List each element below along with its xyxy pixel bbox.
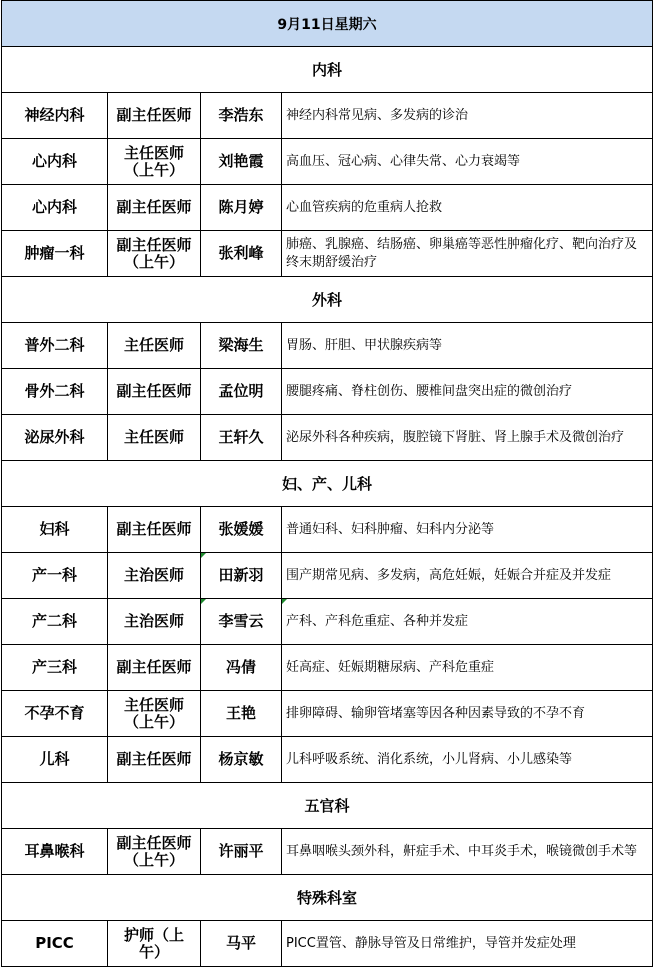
department-cell: 泌尿外科 <box>2 415 108 461</box>
doctor-name: 杨京敏 <box>218 750 264 768</box>
department-cell: 肿瘤一科 <box>2 231 108 277</box>
rank-title: 主任医师 <box>123 336 184 354</box>
rank-cell <box>108 829 201 875</box>
doctor-name: 李浩东 <box>218 106 264 124</box>
schedule-title: 9月11日星期六 <box>2 1 653 47</box>
department-cell: 产一科 <box>2 553 108 599</box>
rank-title: 副主任医师 <box>116 750 192 768</box>
section-header-row <box>2 47 653 93</box>
doctor-name-cell <box>201 93 282 139</box>
table-row <box>2 737 653 783</box>
rank-cell <box>108 185 201 231</box>
rank-session-note: （上午） <box>123 160 184 179</box>
section-title: 妇、产、儿科 <box>2 461 653 507</box>
doctor-name: 许丽平 <box>218 842 264 860</box>
specialty-text: 围产期常见病、多发病，高危妊娠，妊娠合并症及并发症 <box>286 567 612 583</box>
schedule-body <box>2 1 653 967</box>
rank-title: 副主任医师 <box>116 235 192 254</box>
table-row <box>2 599 653 645</box>
specialty-cell <box>282 599 653 645</box>
rank-title: 护师（上 <box>123 925 184 944</box>
specialty-text: 泌尿外科各种疾病，腹腔镜下肾脏、肾上腺手术及微创治疗 <box>286 429 625 445</box>
comment-marker-icon <box>201 599 206 604</box>
specialty-text: 肺癌、乳腺癌、结肠癌、卵巢癌等恶性肿瘤化疗、靶向治疗及终末期舒缓治疗 <box>286 236 638 270</box>
rank-title: 副主任医师 <box>116 198 192 216</box>
rank-title: 主任医师 <box>123 143 184 162</box>
rank-cell <box>108 231 201 277</box>
rank-cell <box>108 369 201 415</box>
doctor-name: 梁海生 <box>218 336 264 354</box>
doctor-name: 冯倩 <box>225 658 256 676</box>
specialty-cell <box>282 737 653 783</box>
rank-session-note: （上午） <box>123 712 184 731</box>
table-row <box>2 553 653 599</box>
rank-title: 主治医师 <box>123 566 184 584</box>
rank-cell <box>108 737 201 783</box>
department-cell: 妇科 <box>2 507 108 553</box>
doctor-name-cell <box>201 921 282 967</box>
table-row <box>2 231 653 277</box>
rank-title: 副主任医师 <box>116 106 192 124</box>
doctor-name: 王轩久 <box>218 428 264 446</box>
department-cell: 骨外二科 <box>2 369 108 415</box>
comment-marker-icon <box>201 553 206 558</box>
doctor-name: 张利峰 <box>218 244 264 262</box>
specialty-text: 普通妇科、妇科肿瘤、妇科内分泌等 <box>286 521 495 537</box>
department-cell: 产二科 <box>2 599 108 645</box>
rank-cell <box>108 415 201 461</box>
section-title: 内科 <box>2 47 653 93</box>
rank-cell <box>108 691 201 737</box>
table-row <box>2 185 653 231</box>
rank-cell <box>108 921 201 967</box>
doctor-name-cell <box>201 829 282 875</box>
rank-cell <box>108 507 201 553</box>
specialty-cell <box>282 553 653 599</box>
department-cell: 儿科 <box>2 737 108 783</box>
specialty-cell <box>282 415 653 461</box>
rank-cell <box>108 553 201 599</box>
rank-session-note: （上午） <box>123 252 184 271</box>
specialty-cell <box>282 139 653 185</box>
doctor-name: 田新羽 <box>218 566 264 584</box>
department-cell: PICC <box>2 921 108 967</box>
doctor-name-cell <box>201 231 282 277</box>
rank-title: 副主任医师 <box>116 833 192 852</box>
rank-title: 主任医师 <box>123 428 184 446</box>
rank-cell <box>108 139 201 185</box>
doctor-name-cell <box>201 691 282 737</box>
rank-session-note: （上午） <box>123 850 184 869</box>
rank-title: 副主任医师 <box>116 658 192 676</box>
department-cell: 普外二科 <box>2 323 108 369</box>
doctor-name: 陈月婷 <box>218 198 264 216</box>
specialty-text: 妊高症、妊娠期糖尿病、产科危重症 <box>286 659 495 675</box>
table-row <box>2 507 653 553</box>
specialty-text: 高血压、冠心病、心律失常、心力衰竭等 <box>286 153 521 169</box>
doctor-name: 王艳 <box>225 704 256 722</box>
specialty-text: 神经内科常见病、多发病的诊治 <box>286 107 469 123</box>
doctor-name-cell <box>201 139 282 185</box>
section-header-row <box>2 461 653 507</box>
comment-marker-icon <box>282 599 287 604</box>
specialty-cell <box>282 507 653 553</box>
specialty-cell <box>282 921 653 967</box>
table-row <box>2 139 653 185</box>
rank-title: 主任医师 <box>123 695 184 714</box>
doctor-name-cell <box>201 599 282 645</box>
rank-cell <box>108 645 201 691</box>
title-row <box>2 1 653 47</box>
rank-cell <box>108 599 201 645</box>
specialty-cell <box>282 829 653 875</box>
department-cell: 神经内科 <box>2 93 108 139</box>
section-title: 外科 <box>2 277 653 323</box>
doctor-name: 刘艳霞 <box>218 152 264 170</box>
doctor-name: 张媛媛 <box>218 520 264 538</box>
table-row <box>2 323 653 369</box>
doctor-name-cell <box>201 415 282 461</box>
section-header-row <box>2 783 653 829</box>
specialty-text: 胃肠、肝胆、甲状腺疾病等 <box>286 337 443 353</box>
duty-schedule-table <box>1 0 653 967</box>
table-row <box>2 369 653 415</box>
table-row <box>2 921 653 967</box>
specialty-cell <box>282 185 653 231</box>
doctor-name-cell <box>201 737 282 783</box>
doctor-name: 李雪云 <box>218 612 264 630</box>
table-row <box>2 645 653 691</box>
section-header-row <box>2 277 653 323</box>
table-row <box>2 415 653 461</box>
specialty-text: 心血管疾病的危重病人抢救 <box>286 199 443 215</box>
doctor-name-cell <box>201 323 282 369</box>
specialty-cell <box>282 231 653 277</box>
section-title: 五官科 <box>2 783 653 829</box>
doctor-name-cell <box>201 553 282 599</box>
specialty-text: 耳鼻咽喉头颈外科，鼾症手术、中耳炎手术，喉镜微创手术等 <box>286 843 638 859</box>
specialty-text: 排卵障碍、输卵管堵塞等因各种因素导致的不孕不育 <box>286 705 586 721</box>
section-title: 特殊科室 <box>2 875 653 921</box>
specialty-text: 产科、产科危重症、各种并发症 <box>286 613 469 629</box>
doctor-name: 孟位明 <box>218 382 264 400</box>
rank-title: 副主任医师 <box>116 520 192 538</box>
department-cell: 心内科 <box>2 185 108 231</box>
section-header-row <box>2 875 653 921</box>
doctor-name-cell <box>201 645 282 691</box>
rank-title: 主治医师 <box>123 612 184 630</box>
department-cell: 不孕不育 <box>2 691 108 737</box>
specialty-text: 腰腿疼痛、脊柱创伤、腰椎间盘突出症的微创治疗 <box>286 383 573 399</box>
department-cell: 耳鼻喉科 <box>2 829 108 875</box>
specialty-cell <box>282 93 653 139</box>
department-cell: 心内科 <box>2 139 108 185</box>
specialty-cell <box>282 369 653 415</box>
doctor-name: 马平 <box>225 934 256 952</box>
rank-title: 副主任医师 <box>116 382 192 400</box>
specialty-cell <box>282 645 653 691</box>
table-row <box>2 829 653 875</box>
rank-cell <box>108 93 201 139</box>
specialty-text: PICC置管、静脉导管及日常维护，导管并发症处理 <box>286 935 576 951</box>
table-row <box>2 93 653 139</box>
department-cell: 产三科 <box>2 645 108 691</box>
specialty-text: 儿科呼吸系统、消化系统，小儿肾病、小儿感染等 <box>286 751 573 767</box>
specialty-cell <box>282 691 653 737</box>
doctor-name-cell <box>201 369 282 415</box>
doctor-name-cell <box>201 507 282 553</box>
table-row <box>2 691 653 737</box>
rank-cell <box>108 323 201 369</box>
specialty-cell <box>282 323 653 369</box>
doctor-name-cell <box>201 185 282 231</box>
rank-session-note: 午） <box>138 942 169 961</box>
